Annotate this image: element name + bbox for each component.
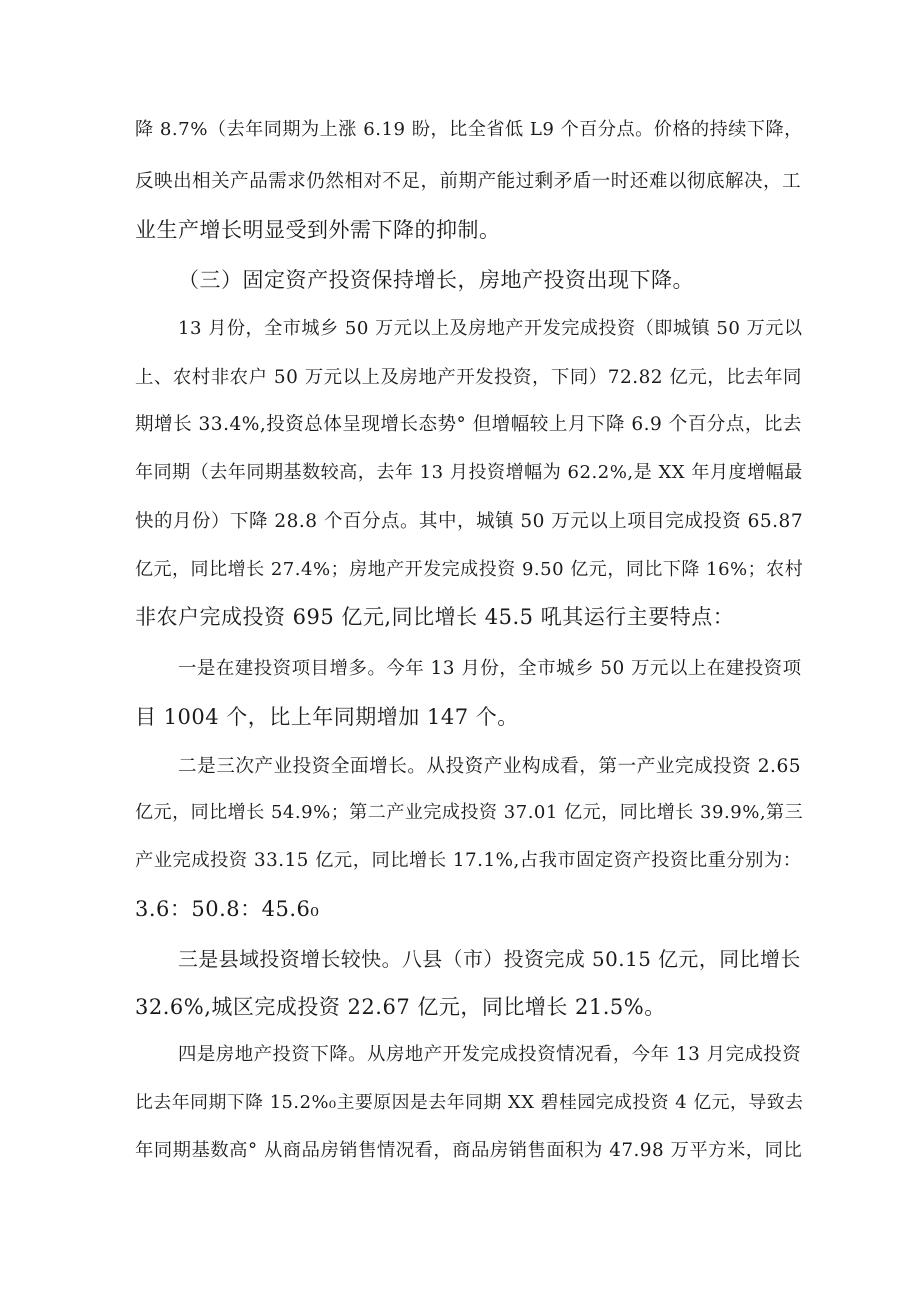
paragraph-line: 四是房地产投资下降。从房地产开发完成投资情况看，今年 13 月完成投资 — [178, 1044, 802, 1065]
paragraph-line: 期增长 33.4%,投资总体呈现增长态势° 但增幅较上月下降 6.9 个百分点，比去 — [135, 414, 802, 435]
paragraph-line: 产业完成投资 33.15 亿元，同比增长 17.1%,占我市固定资产投资比重分别为： — [135, 850, 802, 871]
paragraph-line: 业生产增长明显受到外需下降的抑制。 — [135, 218, 501, 242]
paragraph-line: 亿元，同比增长 27.4%；房地产开发完成投资 9.50 亿元，同比下降 16%；农村 — [135, 559, 804, 580]
paragraph-line: 年同期基数高° 从商品房销售情况看，商品房销售面积为 47.98 万平方米，同比 — [135, 1140, 803, 1161]
paragraph-line: 比去年同期下降 15.2%₀主要原因是去年同期 XX 碧桂园完成投资 4 亿元，导致去 — [135, 1092, 804, 1113]
paragraph-line: 反映出相关产品需求仍然相对不足，前期产能过剩矛盾一时还难以彻底解决，工 — [135, 171, 802, 192]
paragraph-line: 3.6：50.8：45.6₀ — [135, 897, 320, 921]
paragraph-line: 32.6%,城区完成投资 22.67 亿元，同比增长 21.5%。 — [135, 995, 666, 1019]
paragraph-line: 快的月份）下降 28.8 个百分点。其中，城镇 50 万元以上项目完成投资 65.87 — [135, 511, 804, 532]
paragraph-line: 一是在建投资项目增多。今年 13 月份，全市城乡 50 万元以上在建投资项 — [178, 658, 802, 679]
paragraph-line: 非农户完成投资 695 亿元,同比增长 45.5 吼其运行主要特点： — [135, 605, 735, 629]
section-heading: （三）固定资产投资保持增长，房地产投资出现下降。 — [178, 268, 694, 292]
paragraph-line: 二是三次产业投资全面增长。从投资产业构成看，第一产业完成投资 2.65 — [178, 756, 802, 777]
paragraph-line: 年同期（去年同期基数较高，去年 13 月投资增幅为 62.2%,是 XX 年月度增幅最 — [135, 462, 803, 483]
paragraph-line: 三是县域投资增长较快。八县（市）投资完成 50.15 亿元，同比增长 — [178, 948, 801, 971]
paragraph-line: 降 8.7%（去年同期为上涨 6.19 盼，比全省低 L9 个百分点。价格的持续下降， — [135, 119, 803, 140]
paragraph-line: 上、农村非农户 50 万元以上及房地产开发投资，下同）72.82 亿元，比去年同 — [135, 367, 802, 388]
paragraph-line: 13 月份，全市城乡 50 万元以上及房地产开发完成投资（即城镇 50 万元以 — [178, 318, 803, 339]
paragraph-line: 目 1004 个，比上年同期增加 147 个。 — [135, 705, 519, 729]
paragraph-line: 亿元，同比增长 54.9%；第二产业完成投资 37.01 亿元，同比增长 39.9%,第三 — [135, 802, 804, 823]
